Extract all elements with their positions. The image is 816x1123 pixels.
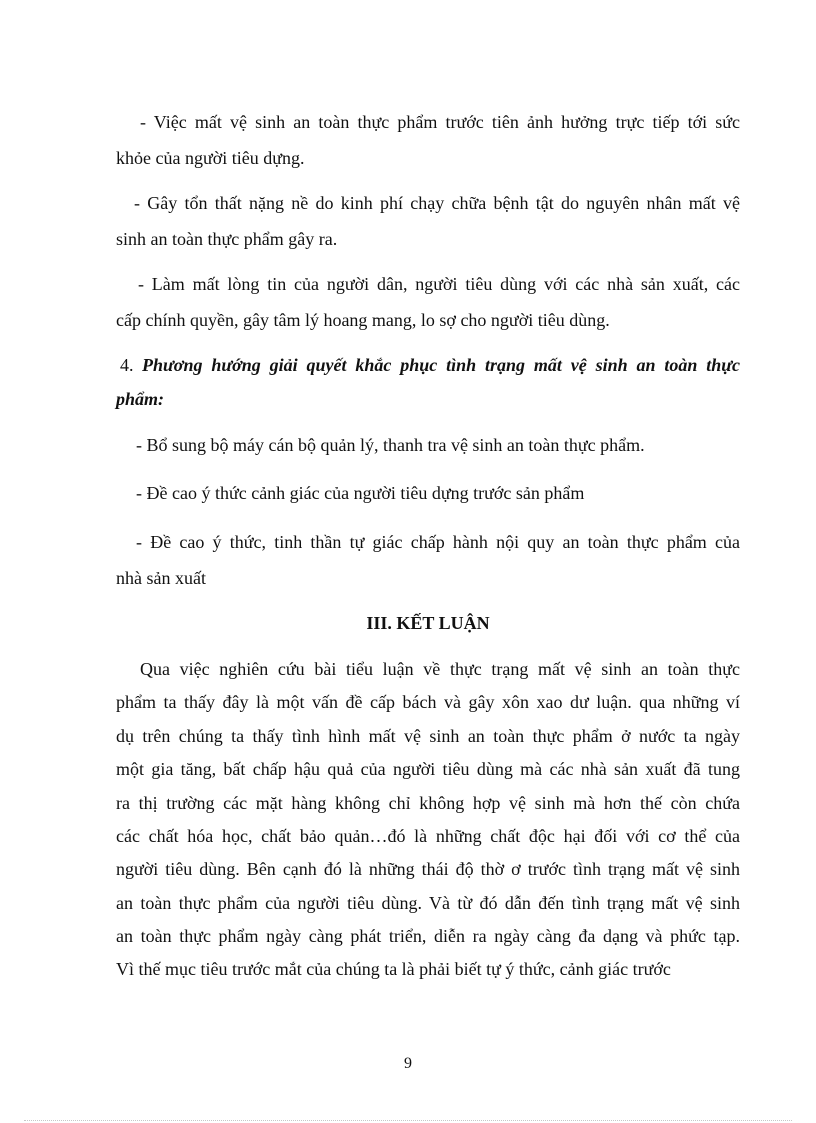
paragraph-line: sinh an toàn thực phẩm gây ra. bbox=[116, 229, 338, 249]
paragraph-line: - Việc mất vệ sinh an toàn thực phẩm trước tiên ảnh hưởng trực tiếp tới sức bbox=[140, 112, 740, 132]
page-bottom-border bbox=[24, 1120, 792, 1121]
paragraph-line: - Gây tổn thất nặng nề do kinh phí chạy chữa bệnh tật do nguyên nhân mất vệ bbox=[134, 193, 740, 213]
list-item: - Bổ sung bộ máy cán bộ quản lý, thanh tra vệ sinh an toàn thực phẩm. bbox=[136, 435, 645, 455]
paragraph-line: các chất hóa học, chất bảo quản…đó là những chất độc hại đối với cơ thể của bbox=[116, 826, 740, 846]
paragraph-line: - Làm mất lòng tin của người dân, người tiêu dùng với các nhà sản xuất, các bbox=[138, 274, 740, 294]
paragraph-line: cấp chính quyền, gây tâm lý hoang mang, lo sợ cho người tiêu dùng. bbox=[116, 310, 610, 330]
paragraph-line: an toàn thực phẩm của người tiêu dùng. Và từ đó dẫn đến tình trạng mất vệ sinh bbox=[116, 893, 740, 913]
section-heading: Phương hướng giải quyết khắc phục tình trạng mất vệ sinh an toàn thực bbox=[142, 355, 740, 375]
section-number: 4. bbox=[120, 355, 134, 375]
section-heading-continued: phẩm: bbox=[116, 389, 165, 409]
paragraph-line: phẩm ta thấy đây là một vấn đề cấp bách và gây xôn xao dư luận. qua những ví bbox=[116, 692, 740, 712]
paragraph-line: ra thị trường các mặt hàng không chỉ không hợp vệ sinh mà hơn thế còn chứa bbox=[116, 793, 740, 813]
paragraph-line: Qua việc nghiên cứu bài tiểu luận về thực trạng mất vệ sinh an toàn thực bbox=[140, 659, 740, 679]
page-number: 9 bbox=[404, 1055, 412, 1072]
paragraph-line: Vì thế mục tiêu trước mắt của chúng ta là phải biết tự ý thức, cảnh giác trước bbox=[116, 959, 671, 979]
list-item: - Đề cao ý thức cảnh giác của người tiêu dựng trước sản phẩm bbox=[136, 483, 585, 503]
list-item-continued: nhà sản xuất bbox=[116, 568, 206, 588]
paragraph-line: một gia tăng, bất chấp hậu quả của người tiêu dùng mà các nhà sản xuất đã tung bbox=[116, 759, 740, 779]
chapter-title: III. KẾT LUẬN bbox=[366, 613, 490, 633]
paragraph-line: người tiêu dùng. Bên cạnh đó là những thái độ thờ ơ trước tình trạng mất vệ sinh bbox=[116, 859, 740, 879]
list-item: - Đề cao ý thức, tinh thần tự giác chấp hành nội quy an toàn thực phẩm của bbox=[136, 532, 740, 552]
paragraph-line: khỏe của người tiêu dựng. bbox=[116, 148, 305, 168]
paragraph-line: an toàn thực phẩm ngày càng phát triển, diễn ra ngày càng đa dạng và phức tạp. bbox=[116, 926, 740, 946]
paragraph-line: dụ trên chúng ta thấy tình hình mất vệ sinh an toàn thực phẩm ở nước ta ngày bbox=[116, 726, 740, 746]
